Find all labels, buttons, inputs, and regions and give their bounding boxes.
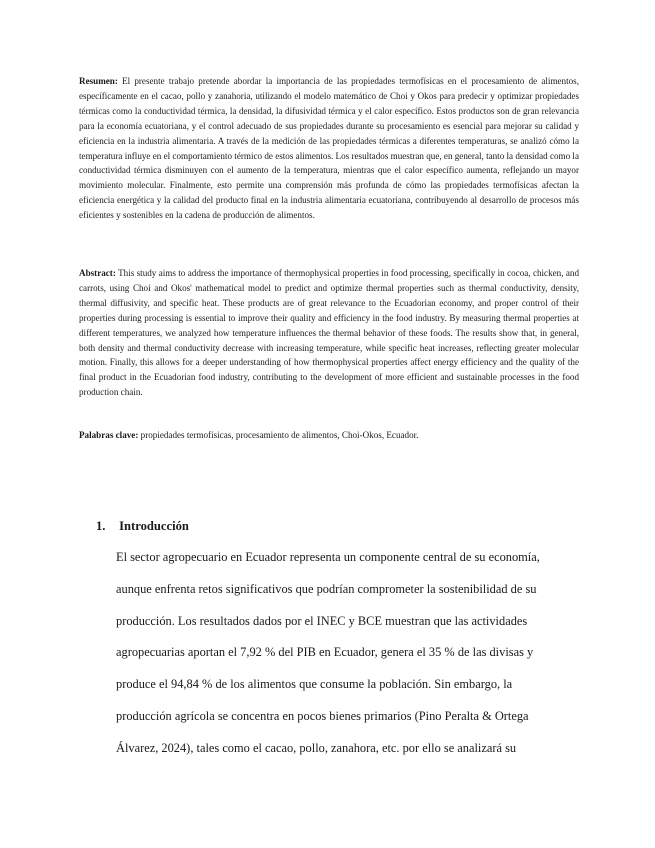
body-line: Álvarez, 2024), tales como el cacao, pollo, zanahora, etc. por ello se analizará su	[116, 740, 517, 755]
section-title: Introducción	[119, 519, 189, 533]
body-line: aunque enfrenta retos significativos que podrían comprometer la sostenibilidad de su	[116, 581, 537, 596]
body-line: El sector agropecuario en Ecuador representa un componente central de su economía,	[116, 550, 540, 564]
body-line: producción. Los resultados dados por el INEC y BCE muestran que las actividades	[116, 613, 528, 628]
keywords-text: propiedades termofísicas, procesamiento de alimentos, Choi-Okos, Ecuador.	[140, 430, 419, 440]
body-line: produce el 94,84 % de los alimentos que consume la población. Sin embargo, la	[116, 677, 513, 692]
introduction-body	[96, 542, 574, 765]
abstract-paragraph	[79, 266, 579, 400]
abstract-label: Abstract:	[79, 268, 116, 278]
keywords-paragraph	[79, 428, 579, 443]
keywords-label: Palabras clave:	[79, 430, 139, 440]
resumen-label: Resumen:	[79, 76, 118, 86]
body-line: agropecuarias aportan el 7,92 % del PIB en Ecuador, genera el 35 % de las divisas y	[116, 645, 534, 660]
section-heading	[96, 517, 189, 535]
body-line: producción agrícola se concentra en pocos bienes primarios (Pino Peralta & Ortega	[116, 708, 529, 723]
resumen-paragraph	[79, 74, 579, 223]
abstract-text: This study aims to address the importance of thermophysical properties in food processing, specifically in cocoa, chicken, and carrots, using Choi and Okos' mathematical model to predict and optimize thermal properties such as thermal conductivity, density, thermal diffusivity, and specific heat. These products are of great relevance to the Ecuadorian economy, and proper control of their properties during processing is essential to improve their quality and efficiency in the food industry. By measuring thermal properties at different temperatures, we analyzed how temperature influences the thermal behavior of these foods. The results show that, in general, both density and thermal conductivity decrease with increasing temperature, while specific heat increases, reflecting greater molecular motion. Finally, this allows for a deeper understanding of how thermophysical properties affect energy efficiency and the quality of the final product in the Ecuadorian food industry, contributing to the development of more efficient and sustainable processes in the food production chain.	[79, 268, 579, 398]
resumen-text: El presente trabajo pretende abordar la importancia de las propiedades termofísicas en el procesamiento de alimentos, específicamente en el cacao, pollo y zanahoria, utilizando el modelo matemático de Choi y Okos para predecir y optimizar propiedades térmicas como la conductividad térmica, la densidad, la difusividad térmica y el calor específico. Estos productos son de gran relevancia para la economía ecuatoriana, y el control adecuado de sus propiedades durante su procesamiento es esencial para mejorar su calidad y eficiencia en la industria alimentaria. A través de la medición de las propiedades térmicas a diferentes temperaturas, se analizó cómo la temperatura influye en el comportamiento térmico de estos alimentos. Los resultados muestran que, en general, tanto la densidad como la conductividad térmica disminuyen con el aumento de la temperatura, mientras que el calor específico aumenta, reflejando un mayor movimiento molecular. Finalmente, esto permite una comprensión más profunda de cómo las propiedades termofísicas afectan la eficiencia energética y la calidad del producto final en la industria alimentaria ecuatoriana, contribuyendo al desarrollo de procesos más eficientes y sostenibles en la cadena de producción de alimentos.	[79, 76, 579, 221]
section-number: 1.	[96, 519, 106, 533]
